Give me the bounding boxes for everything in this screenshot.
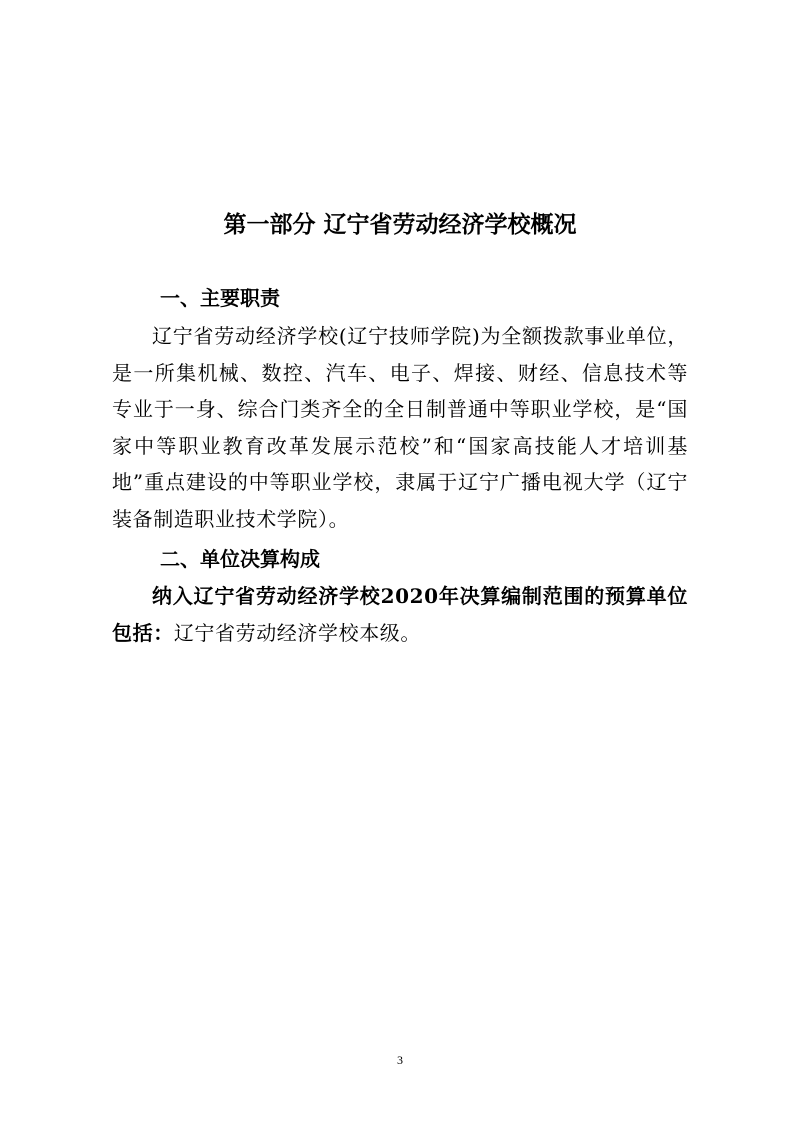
section-heading-unit-composition: 二、单位决算构成 — [160, 547, 320, 571]
bold-lead-text: 纳入辽宁省劳动经济学校2020年决算编制范围的预算单位包括： — [112, 584, 688, 645]
regular-trailing-text: 辽宁省劳动经济学校本级。 — [173, 620, 422, 645]
section-paragraph-unit-composition — [112, 578, 688, 651]
page-number: 3 — [397, 1053, 403, 1067]
page-title: 第一部分 辽宁省劳动经济学校概况 — [223, 212, 577, 238]
section-heading-main-duties: 一、主要职责 — [160, 286, 280, 310]
section-paragraph-main-duties: 辽宁省劳动经济学校(辽宁技师学院)为全额拨款事业单位，是一所集机械、数控、汽车、电子、焊接、财经、信息技术等专业于一身、综合门类齐全的全日制普通中等职业学校，是“国家中等职业教育改革发展示范校”和“国家高技能人才培训基地”重点建设的中等职业学校，隶属于辽宁广播电视大学（辽宁装备制造职业技术学院）。 — [112, 324, 688, 531]
